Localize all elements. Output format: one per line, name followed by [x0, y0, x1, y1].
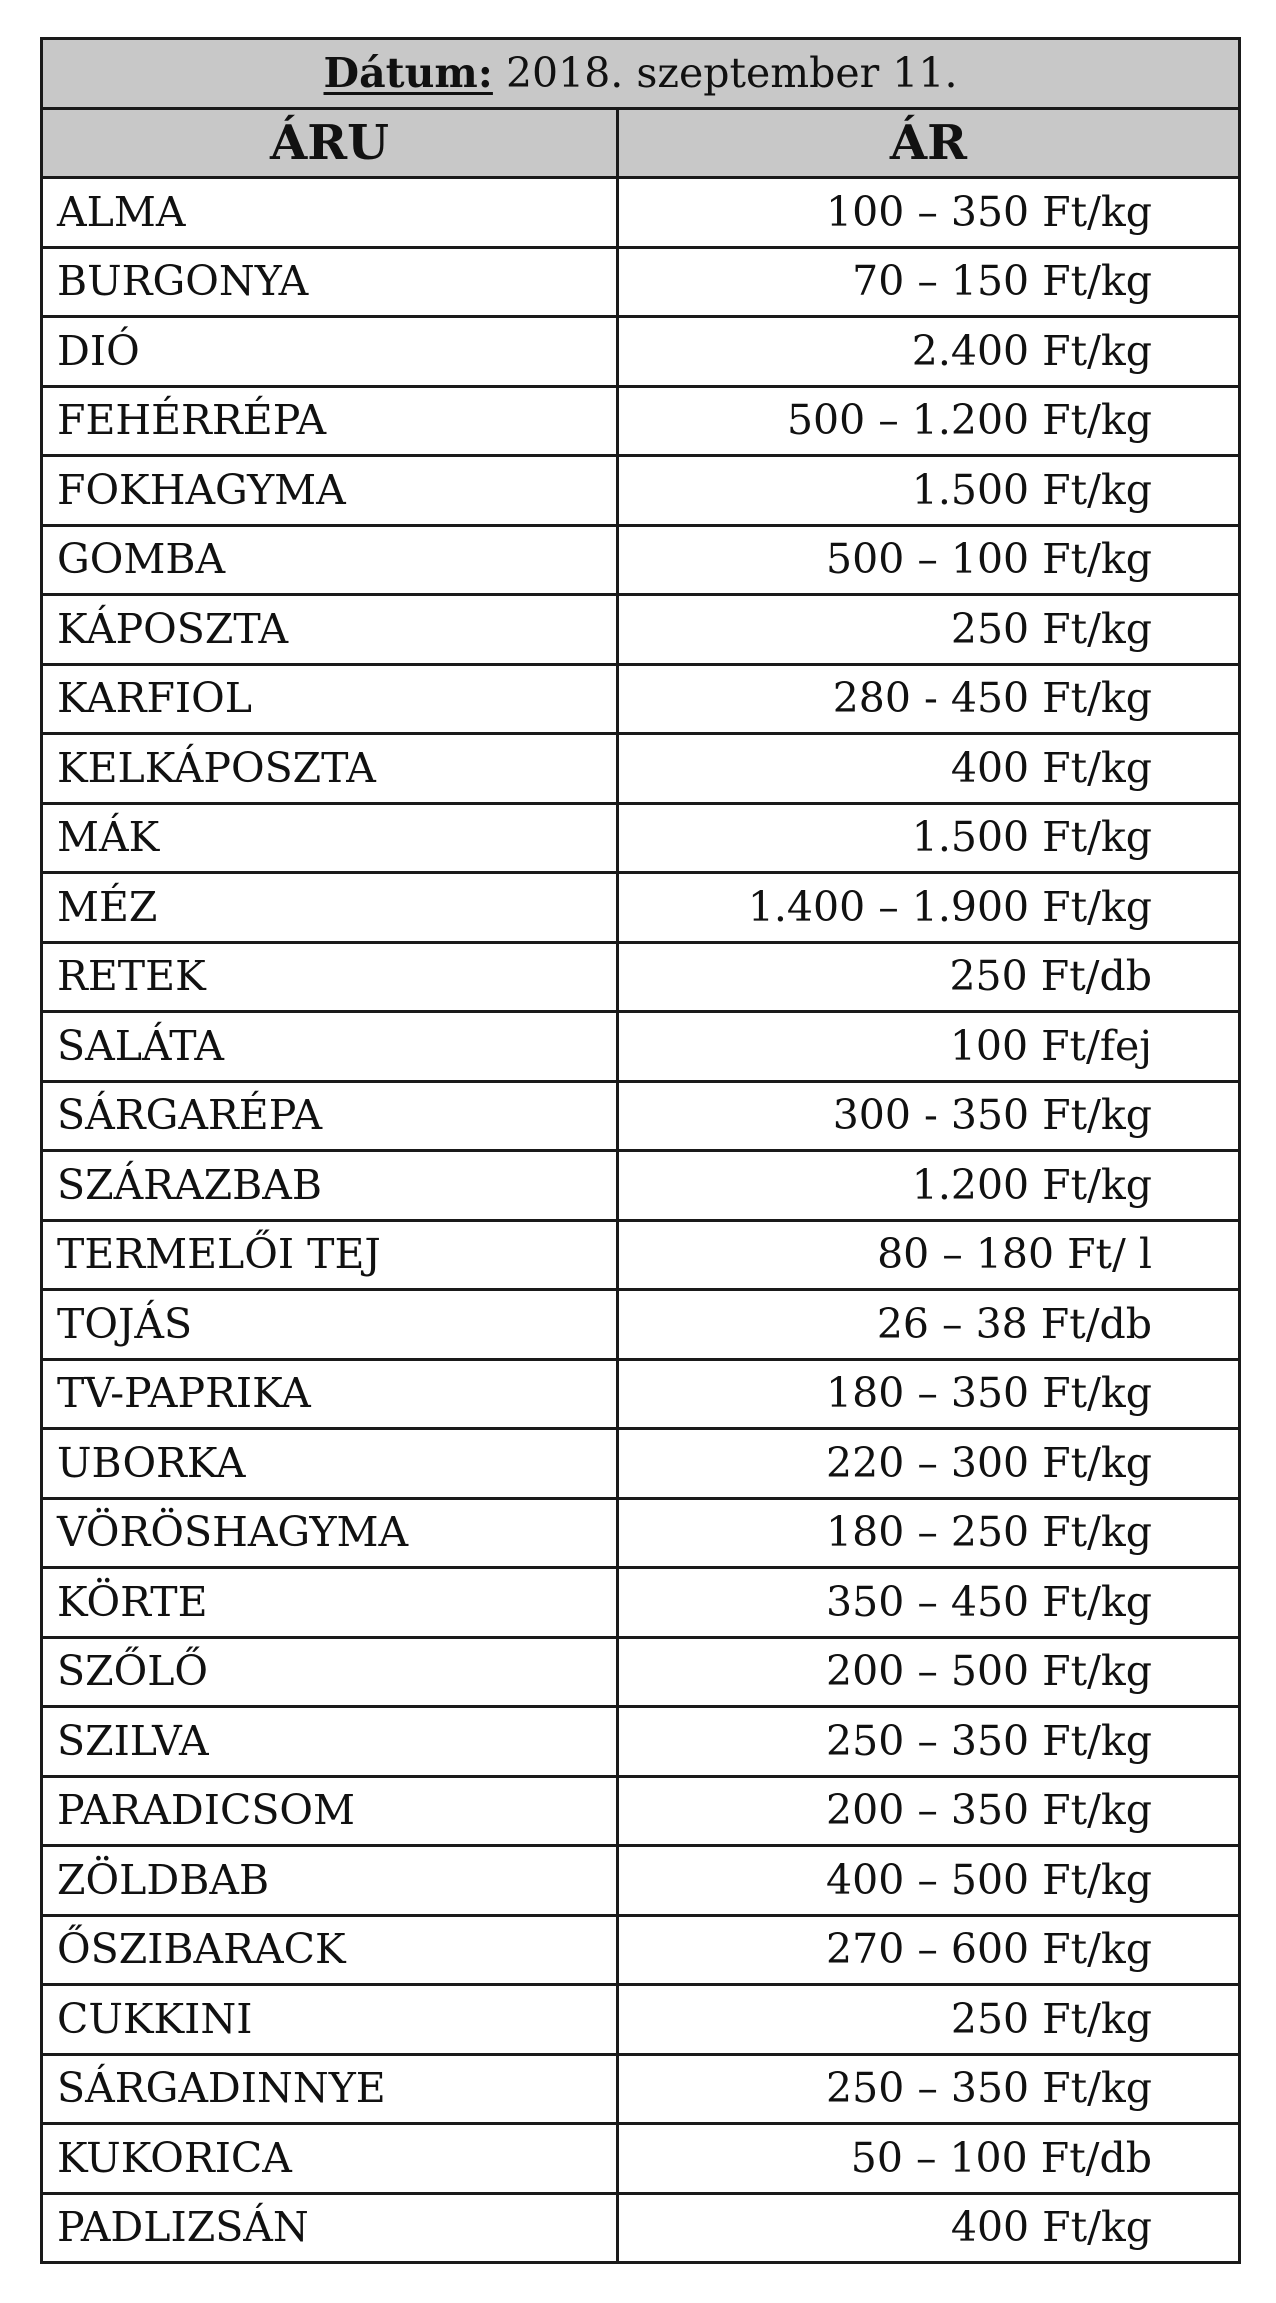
item-price-cell: 200 – 500 Ft/kg	[618, 1637, 1240, 1707]
item-name-cell: TERMELŐI TEJ	[42, 1220, 618, 1290]
table-row	[42, 1637, 1240, 1707]
item-price-cell: 1.500 Ft/kg	[618, 456, 1240, 526]
date-value: 2018. szeptember 11.	[505, 48, 958, 97]
table-row	[42, 1498, 1240, 1568]
table-row	[42, 1220, 1240, 1290]
table-row	[42, 1429, 1240, 1499]
table-row	[42, 1151, 1240, 1221]
item-name-cell: KUKORICA	[42, 2124, 618, 2194]
table-row	[42, 2054, 1240, 2124]
item-name-cell: KÁPOSZTA	[42, 595, 618, 665]
item-price-cell: 180 – 350 Ft/kg	[618, 1359, 1240, 1429]
table-row	[42, 1776, 1240, 1846]
item-price-cell: 1.400 – 1.900 Ft/kg	[618, 873, 1240, 943]
item-price-cell: 250 – 350 Ft/kg	[618, 1707, 1240, 1777]
table-row	[42, 873, 1240, 943]
item-name-cell: MÉZ	[42, 873, 618, 943]
table-row	[42, 456, 1240, 526]
item-name-cell: CUKKINI	[42, 1985, 618, 2055]
table-row	[42, 664, 1240, 734]
item-price-cell: 250 – 350 Ft/kg	[618, 2054, 1240, 2124]
item-name-cell: KELKÁPOSZTA	[42, 734, 618, 804]
item-price-cell: 26 – 38 Ft/db	[618, 1290, 1240, 1360]
item-price-cell: 70 – 150 Ft/kg	[618, 247, 1240, 317]
table-row	[42, 1568, 1240, 1638]
item-price-cell: 250 Ft/db	[618, 942, 1240, 1012]
table-body	[42, 178, 1240, 2263]
item-price-cell: 50 – 100 Ft/db	[618, 2124, 1240, 2194]
item-name-cell: SALÁTA	[42, 1012, 618, 1082]
item-price-cell: 280 - 450 Ft/kg	[618, 664, 1240, 734]
item-name-cell: TV-PAPRIKA	[42, 1359, 618, 1429]
item-price-cell: 500 – 1.200 Ft/kg	[618, 386, 1240, 456]
item-price-cell: 350 – 450 Ft/kg	[618, 1568, 1240, 1638]
item-name-cell: GOMBA	[42, 525, 618, 595]
item-price-cell: 270 – 600 Ft/kg	[618, 1915, 1240, 1985]
date-cell	[42, 39, 1240, 109]
table-row	[42, 1081, 1240, 1151]
column-header-row	[42, 108, 1240, 178]
item-price-cell: 80 – 180 Ft/ l	[618, 1220, 1240, 1290]
item-price-cell: 300 - 350 Ft/kg	[618, 1081, 1240, 1151]
date-label: Dátum:	[323, 48, 493, 97]
item-name-cell: PADLIZSÁN	[42, 2193, 618, 2263]
table-row	[42, 386, 1240, 456]
item-name-cell: ALMA	[42, 178, 618, 248]
item-price-cell: 250 Ft/kg	[618, 595, 1240, 665]
item-price-cell: 400 Ft/kg	[618, 2193, 1240, 2263]
item-price-cell: 1.200 Ft/kg	[618, 1151, 1240, 1221]
item-price-cell: 100 Ft/fej	[618, 1012, 1240, 1082]
date-row	[42, 39, 1240, 109]
item-name-cell: KÖRTE	[42, 1568, 618, 1638]
item-price-cell: 220 – 300 Ft/kg	[618, 1429, 1240, 1499]
table-row	[42, 317, 1240, 387]
item-name-cell: SÁRGARÉPA	[42, 1081, 618, 1151]
table-row	[42, 1985, 1240, 2055]
item-name-cell: SZŐLŐ	[42, 1637, 618, 1707]
item-name-cell: KARFIOL	[42, 664, 618, 734]
table-row	[42, 1915, 1240, 1985]
table-row	[42, 942, 1240, 1012]
item-name-cell: BURGONYA	[42, 247, 618, 317]
table-row	[42, 734, 1240, 804]
table-row	[42, 595, 1240, 665]
item-name-cell: MÁK	[42, 803, 618, 873]
item-name-cell: TOJÁS	[42, 1290, 618, 1360]
table-row	[42, 247, 1240, 317]
item-price-cell: 2.400 Ft/kg	[618, 317, 1240, 387]
table-row	[42, 2193, 1240, 2263]
item-name-cell: VÖRÖSHAGYMA	[42, 1498, 618, 1568]
item-name-cell: ŐSZIBARACK	[42, 1915, 618, 1985]
item-name-cell: ZÖLDBAB	[42, 1846, 618, 1916]
item-name-cell: DIÓ	[42, 317, 618, 387]
item-price-cell: 500 – 100 Ft/kg	[618, 525, 1240, 595]
table-row	[42, 178, 1240, 248]
item-name-cell: SZILVA	[42, 1707, 618, 1777]
item-price-cell: 400 – 500 Ft/kg	[618, 1846, 1240, 1916]
item-name-cell: SZÁRAZBAB	[42, 1151, 618, 1221]
column-header-price: ÁR	[618, 108, 1240, 178]
item-name-cell: RETEK	[42, 942, 618, 1012]
table-row	[42, 1290, 1240, 1360]
item-name-cell: FEHÉRRÉPA	[42, 386, 618, 456]
item-price-cell: 250 Ft/kg	[618, 1985, 1240, 2055]
item-name-cell: FOKHAGYMA	[42, 456, 618, 526]
item-name-cell: PARADICSOM	[42, 1776, 618, 1846]
table-row	[42, 1012, 1240, 1082]
table-row	[42, 525, 1240, 595]
column-header-item: ÁRU	[42, 108, 618, 178]
table-row	[42, 1707, 1240, 1777]
item-price-cell: 200 – 350 Ft/kg	[618, 1776, 1240, 1846]
item-price-cell: 180 – 250 Ft/kg	[618, 1498, 1240, 1568]
item-name-cell: SÁRGADINNYE	[42, 2054, 618, 2124]
table-row	[42, 1359, 1240, 1429]
item-price-cell: 400 Ft/kg	[618, 734, 1240, 804]
table-row	[42, 803, 1240, 873]
item-name-cell: UBORKA	[42, 1429, 618, 1499]
table-row	[42, 2124, 1240, 2194]
table-row	[42, 1846, 1240, 1916]
price-table	[40, 37, 1241, 2264]
item-price-cell: 1.500 Ft/kg	[618, 803, 1240, 873]
item-price-cell: 100 – 350 Ft/kg	[618, 178, 1240, 248]
